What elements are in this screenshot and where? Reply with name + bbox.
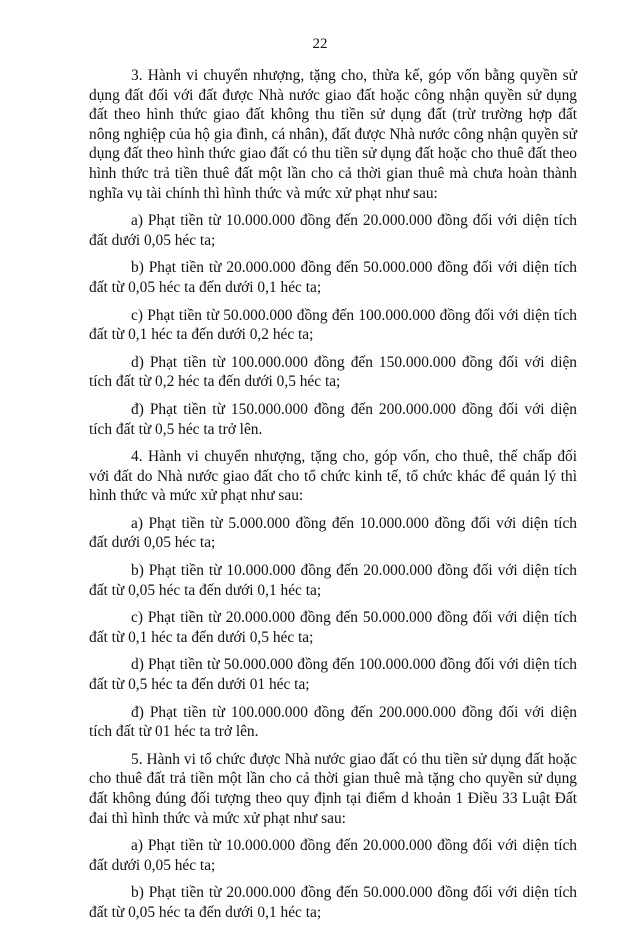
clause-4-item-dd: đ) Phạt tiền từ 100.000.000 đồng đến 200.000.000 đồng đối với diện tích đất từ 01 héc ta trở lên. bbox=[89, 703, 577, 741]
clause-4-intro: 4. Hành vi chuyển nhượng, tặng cho, góp vốn, cho thuê, thế chấp đối với đất do Nhà nước giao đất cho tổ chức kinh tế, tổ chức khác để quản lý thì hình thức và mức xử phạt như sau: bbox=[89, 448, 577, 505]
document-body bbox=[89, 66, 577, 931]
clause-5-item-a: a) Phạt tiền từ 10.000.000 đồng đến 20.000.000 đồng đối với diện tích đất dưới 0,05 héc ta; bbox=[89, 837, 577, 874]
clause-3-intro: 3. Hành vi chuyển nhượng, tặng cho, thừa kế, góp vốn bằng quyền sử dụng đất đối với đất được Nhà nước giao đất hoặc công nhận quyền sử dụng đất theo hình thức giao đất không thu tiền sử dụng đất (trừ trường hợp đất nông nghiệp của hộ gia đình, cá nhân), đất được Nhà nước công nhận quyền sử dụng đất theo hình thức giao đất có thu tiền sử dụng đất hoặc cho thuê đất theo hình thức trả tiền thuê đất một lần cho cả thời gian thuê mà chưa hoàn thành nghĩa vụ tài chính thì hình thức và mức xử phạt như sau: bbox=[89, 67, 577, 202]
clause-5-item-b: b) Phạt tiền từ 20.000.000 đồng đến 50.000.000 đồng đối với diện tích đất từ 0,05 héc ta đến dưới 0,1 héc ta; bbox=[89, 884, 577, 921]
clause-4-item-b: b) Phạt tiền từ 10.000.000 đồng đến 20.000.000 đồng đối với diện tích đất từ 0,05 héc ta đến dưới 0,1 héc ta; bbox=[89, 562, 577, 599]
clause-3-item-d: d) Phạt tiền từ 100.000.000 đồng đến 150.000.000 đồng đối với diện tích đất từ 0,2 héc ta đến dưới 0,5 héc ta; bbox=[89, 353, 577, 391]
clause-4-item-d: d) Phạt tiền từ 50.000.000 đồng đến 100.000.000 đồng đối với diện tích đất từ 0,5 héc ta đến dưới 01 héc ta; bbox=[89, 656, 577, 694]
clause-5-intro: 5. Hành vi tổ chức được Nhà nước giao đất có thu tiền sử dụng đất hoặc cho thuê đất trả tiền một lần cho cả thời gian thuê mà tặng cho quyền sử dụng đất không đúng đối tượng theo quy định tại điểm d khoản 1 Điều 33 Luật Đất đai thì hình thức và mức xử phạt như sau: bbox=[89, 750, 577, 827]
clause-3-item-a: a) Phạt tiền từ 10.000.000 đồng đến 20.000.000 đồng đối với diện tích đất dưới 0,05 héc ta; bbox=[89, 212, 577, 249]
page-number: 22 bbox=[312, 36, 328, 52]
clause-3-item-b: b) Phạt tiền từ 20.000.000 đồng đến 50.000.000 đồng đối với diện tích đất từ 0,05 héc ta đến dưới 0,1 héc ta; bbox=[89, 259, 577, 296]
clause-3-item-c: c) Phạt tiền từ 50.000.000 đồng đến 100.000.000 đồng đối với diện tích đất từ 0,1 héc ta đến dưới 0,2 héc ta; bbox=[89, 306, 577, 344]
clause-3-item-dd: đ) Phạt tiền từ 150.000.000 đồng đến 200.000.000 đồng đối với diện tích đất từ 0,5 héc ta trở lên. bbox=[89, 400, 577, 438]
clause-4-item-a: a) Phạt tiền từ 5.000.000 đồng đến 10.000.000 đồng đối với diện tích đất dưới 0,05 héc ta; bbox=[89, 514, 577, 552]
clause-4-item-c: c) Phạt tiền từ 20.000.000 đồng đến 50.000.000 đồng đối với diện tích đất từ 0,1 héc ta đến dưới 0,5 héc ta; bbox=[89, 609, 577, 646]
